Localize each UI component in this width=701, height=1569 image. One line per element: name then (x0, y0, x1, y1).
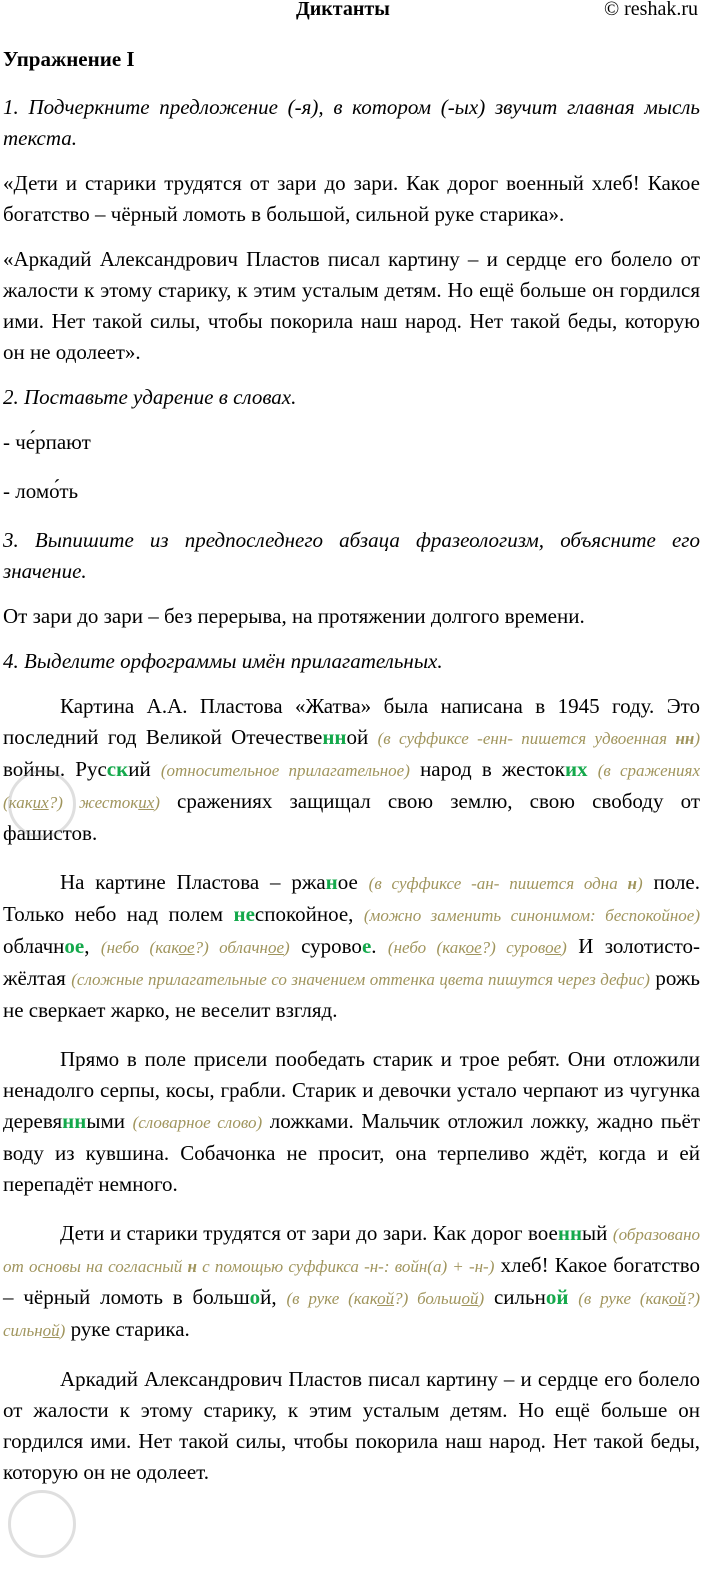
task-3: 3. Выпишите из предпоследнего абзаца фразеологизм, объясните его значение. (3, 528, 700, 583)
orthogram-note: (в сражениях (каких?) жестоких) (3, 761, 700, 812)
page-title: Диктанты (296, 0, 390, 20)
text-run: ой (346, 725, 378, 749)
orthogram-note: (в руке (какой?) большой) (286, 1289, 485, 1308)
orthogram-note: (небо (какое?) суровое) (387, 938, 567, 957)
text-run: Прямо в поле присели пообедать старик и трое ребят. Они отложили ненадолго серпы, косы, грабли. Старик и девочки устало черпают из чугунка деревя (3, 1047, 700, 1133)
text-run: хлеб! Какое богатство – чёрный ломоть в больш (3, 1253, 700, 1309)
text-run: Картина А.А. Пластова «Жатва» была написана в 1945 году. Это последний год Великой Отечестве (3, 694, 700, 749)
text-paragraph-2 (3, 867, 700, 1026)
orthogram-note: (в суффиксе -ан- пишется одна н) (368, 874, 643, 893)
orthogram-highlight: н (325, 870, 338, 894)
text-run (588, 757, 598, 781)
orthogram-highlight: нн (322, 725, 347, 749)
text-run (568, 1285, 578, 1309)
text-paragraph-4 (3, 1218, 700, 1346)
text-run: руке старика. (65, 1317, 190, 1341)
task-1: 1. Подчеркните предложение (-я), в котором (-ых) звучит главная мысль текста. (3, 95, 700, 150)
orthogram-note: (сложные прилагательные со значением оттенка цвета пишутся через дефис) (71, 970, 650, 989)
orthogram-note: (в суффиксе -енн- пишется удвоенная нн) (377, 729, 700, 748)
document-body (3, 44, 700, 1502)
text-run: сурово (289, 934, 362, 958)
text-paragraph-3 (3, 1044, 700, 1200)
text-run: народ в жесток (409, 757, 565, 781)
answer-3: От зари до зари – без перерыва, на протяжении долгого времени. (3, 604, 585, 628)
stress-word-1: - че́рпают (3, 430, 91, 454)
text-run: сражениях защищал свою землю, свою свободу от фашистов. (3, 789, 700, 845)
text-run: И золотисто-жёлтая (3, 934, 700, 990)
text-run: . (371, 934, 388, 958)
orthogram-highlight: е (361, 934, 372, 958)
text-run: Аркадий Александрович Пластов писал картину – и сердце его болело от жалости к этому старику, к этим усталым детям. Но ещё больше он гордился ими. Нет такой силы, чтобы покорила наш народ. Нет такой беды, которую он не одолеет. (3, 1367, 700, 1484)
orthogram-highlight: ой (545, 1285, 569, 1309)
text-run: ложками. Мальчик отложил ложку, жадно пьёт воду из кувшина. Собачонка не просит, она терпеливо ждёт, когда и ей перепадёт немного. (3, 1109, 701, 1196)
orthogram-note: (словарное слово) (132, 1113, 263, 1132)
task-2: 2. Поставьте ударение в словах. (3, 385, 297, 409)
orthogram-note: (образовано от основы на согласный н с помощью суффикса -н-: войн(а) + -н-) (3, 1225, 700, 1276)
orthogram-highlight: их (564, 757, 588, 781)
quote-2: «Аркадий Александрович Пластов писал картину – и сердце его болело от жалости к этому старику, к этим усталым детям. Но ещё больше он гордился ими. Нет такой силы, чтобы покорила наш народ. Нет такой беды, которую он не одолеет». (3, 247, 700, 364)
orthogram-highlight: ое (64, 934, 85, 958)
orthogram-note: (небо (какое?) облачное) (100, 938, 290, 957)
text-run: поле. Только небо над полем (3, 870, 701, 926)
text-paragraph-5 (3, 1364, 700, 1488)
text-run: сильн (484, 1285, 546, 1309)
text-run: ыми (86, 1109, 133, 1133)
task-4: 4. Выделите орфограммы имён прилагательных. (3, 649, 443, 673)
text-run: облачн (3, 934, 65, 958)
text-run: Дети и старики трудятся от зари до зари. Как дорог вое (60, 1221, 558, 1245)
orthogram-highlight: нн (62, 1109, 87, 1133)
orthogram-note: (относительное прилагательное) (160, 761, 410, 780)
orthogram-note: (в руке (какой?) сильной) (3, 1289, 701, 1340)
page-header (0, 0, 701, 26)
quote-1: «Дети и старики трудятся от зари до зари. Как дорог военный хлеб! Какое богатство – чёрный ломоть в большой, сильной руке старика». (3, 171, 700, 226)
orthogram-highlight: не (233, 902, 255, 926)
text-run: спокойное, (254, 902, 364, 926)
orthogram-note: (можно заменить синонимом: беспокойное) (363, 906, 701, 925)
stress-word-2: - ломо́ть (3, 479, 79, 503)
site-credit: © reshak.ru (603, 0, 698, 20)
orthogram-highlight: ск (106, 757, 129, 781)
exercise-title: Упражнение I (3, 47, 135, 71)
text-run: ый (582, 1221, 613, 1245)
text-run: й, (260, 1285, 287, 1309)
text-run: ий (128, 757, 161, 781)
text-run: На картине Пластова – ржа (60, 870, 326, 894)
text-run: , (84, 934, 101, 958)
orthogram-highlight: нн (557, 1221, 583, 1245)
text-run: войны. Рус (3, 757, 107, 781)
orthogram-highlight: о (249, 1285, 261, 1309)
text-paragraph-1 (3, 691, 700, 849)
text-run: рожь не сверкает жарко, не веселит взгляд. (3, 966, 700, 1022)
text-run: ое (337, 870, 369, 894)
